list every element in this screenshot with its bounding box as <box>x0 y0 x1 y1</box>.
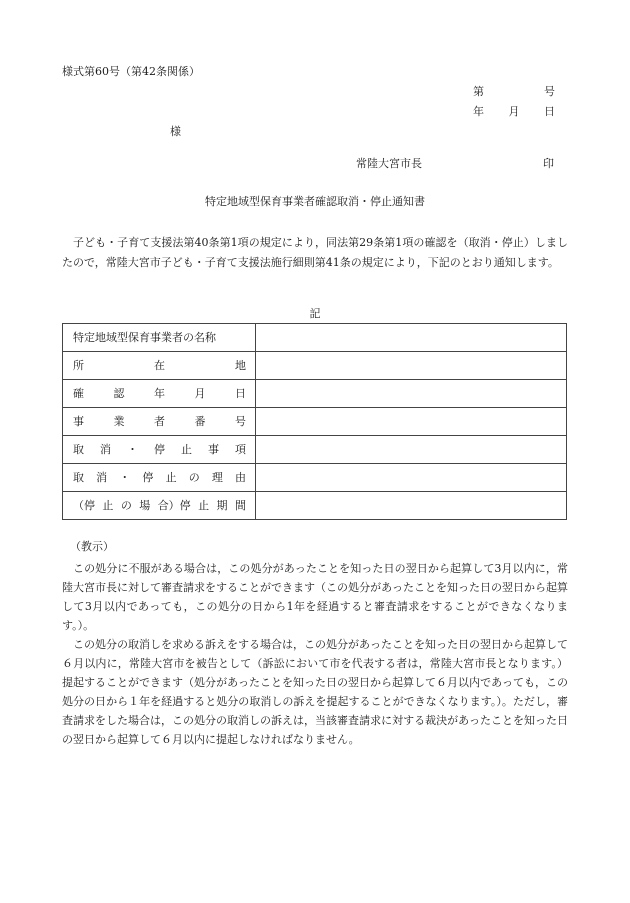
table-row <box>63 408 567 436</box>
row-label-char: 期 <box>216 499 228 512</box>
row-label-cell <box>63 324 256 352</box>
row-label-char: 地 <box>235 359 246 372</box>
notice-paragraph-2: この処分の取消しを求める訴えをする場合は，この処分があったことを知った日の翌日から起算して６月以内に，常陸大宮市を被告として（訴訟において市を代表する者は，常陸大宮市長となります。）提起することができます（処分があったことを知った日の翌日から起算して６月以内であっても，この処分の日から１年を経過すると処分の取消しの訴えを提起することができなくなります。）。ただし，審査請求をした場合は，この処分の取消しの訴えは，当該審査請求に対する裁決があったことを知った日の翌日から起算して６月以内に提起しなければなりません。 <box>62 638 568 746</box>
row-label-char: ・ <box>119 471 131 484</box>
row-label <box>73 388 246 399</box>
notice-heading: （教示） <box>70 540 114 553</box>
issue-date <box>473 106 555 117</box>
row-label <box>73 360 246 371</box>
row-label-char: 日 <box>235 387 246 400</box>
row-label <box>73 416 246 427</box>
row-label-char: 在 <box>154 359 165 372</box>
row-label-char: 止 <box>165 471 177 484</box>
row-label-char: 間 <box>234 499 246 512</box>
row-label-char: 認 <box>113 387 125 400</box>
row-label-char: 停 <box>154 443 165 456</box>
row-label-char: 停 <box>142 471 154 484</box>
table-row <box>63 352 567 380</box>
row-label-char: 所 <box>73 359 84 372</box>
issuer-name: 常陸大宮市長 <box>356 157 422 170</box>
row-label-char: 由 <box>234 471 246 484</box>
date-month: 月 <box>508 105 520 118</box>
row-value-cell[interactable] <box>256 492 567 520</box>
row-label-char: 番 <box>194 415 206 428</box>
row-label <box>73 472 246 483</box>
table-row <box>63 380 567 408</box>
row-label-char: 消 <box>96 471 108 484</box>
row-label-char: （停 <box>73 499 95 512</box>
row-label-char: 者 <box>154 415 165 428</box>
body-paragraph: 子ども・子育て支援法第40条第1項の規定により，同法第29条第1項の確認を（取消・停止）しましたので，常陸大宮市子ども・子育て支援法施行細則第41条の規定により，下記のとおり通知します。 <box>62 236 568 269</box>
row-label-char: 取 <box>73 471 84 484</box>
row-label-char: 止 <box>181 443 192 456</box>
row-value-cell[interactable] <box>256 464 567 492</box>
document-title: 特定地域型保育事業者確認取消・停止通知書 <box>205 195 425 208</box>
row-label-char: 確 <box>73 387 84 400</box>
row-label-char: 取 <box>73 443 84 456</box>
table-row <box>63 436 567 464</box>
row-label-cell <box>63 464 256 492</box>
row-label-cell <box>63 352 256 380</box>
row-label-char: の <box>120 499 132 512</box>
document-number <box>473 86 555 97</box>
row-label-char: 場 <box>139 499 151 512</box>
row-label-char: 特定地域型保育事業者の名称 <box>73 331 216 344</box>
row-label-char: 号 <box>235 415 246 428</box>
row-label <box>73 500 246 511</box>
row-label-char: ・ <box>127 443 138 456</box>
ki-heading: 記 <box>309 307 321 320</box>
row-label-cell <box>63 380 256 408</box>
row-label-cell <box>63 408 256 436</box>
row-value-cell[interactable] <box>256 436 567 464</box>
row-label-cell <box>63 492 256 520</box>
row-label-char: 理 <box>211 471 223 484</box>
date-year: 年 <box>473 105 484 118</box>
row-label-char: 年 <box>154 387 165 400</box>
record-table <box>62 323 567 520</box>
row-label-char: の <box>188 471 200 484</box>
addressee-honorific: 様 <box>170 125 181 138</box>
row-label-char: 止 <box>102 499 114 512</box>
row-value-cell[interactable] <box>256 352 567 380</box>
number-suffix: 号 <box>544 85 555 98</box>
row-label-char: 合）停 <box>157 499 191 512</box>
row-label-char: 事 <box>208 443 219 456</box>
row-label-char: 事 <box>73 415 84 428</box>
row-label-char: 月 <box>194 387 206 400</box>
row-label-cell <box>63 436 256 464</box>
form-number: 様式第60号（第42条関係） <box>62 65 200 78</box>
row-label-char: 止 <box>198 499 210 512</box>
notice-paragraph-1: この処分に不服がある場合は，この処分があったことを知った日の翌日から起算して3月以内に，常陸大宮市長に対して審査請求をすることができます（この処分があったことを知った日の翌日から起算して3月以内であっても，この処分の日から1年を経過すると審査請求をすることができなくなります。）。 <box>62 562 568 632</box>
seal-mark: 印 <box>543 157 554 170</box>
row-value-cell[interactable] <box>256 408 567 436</box>
table-row <box>63 324 567 352</box>
table-row <box>63 464 567 492</box>
row-value-cell[interactable] <box>256 324 567 352</box>
number-prefix: 第 <box>473 85 484 98</box>
row-label <box>73 444 246 455</box>
table-row <box>63 492 567 520</box>
row-label <box>73 332 246 343</box>
date-day: 日 <box>544 105 555 118</box>
row-label-char: 業 <box>113 415 125 428</box>
row-label-char: 項 <box>235 443 246 456</box>
row-label-char: 消 <box>100 443 111 456</box>
row-value-cell[interactable] <box>256 380 567 408</box>
